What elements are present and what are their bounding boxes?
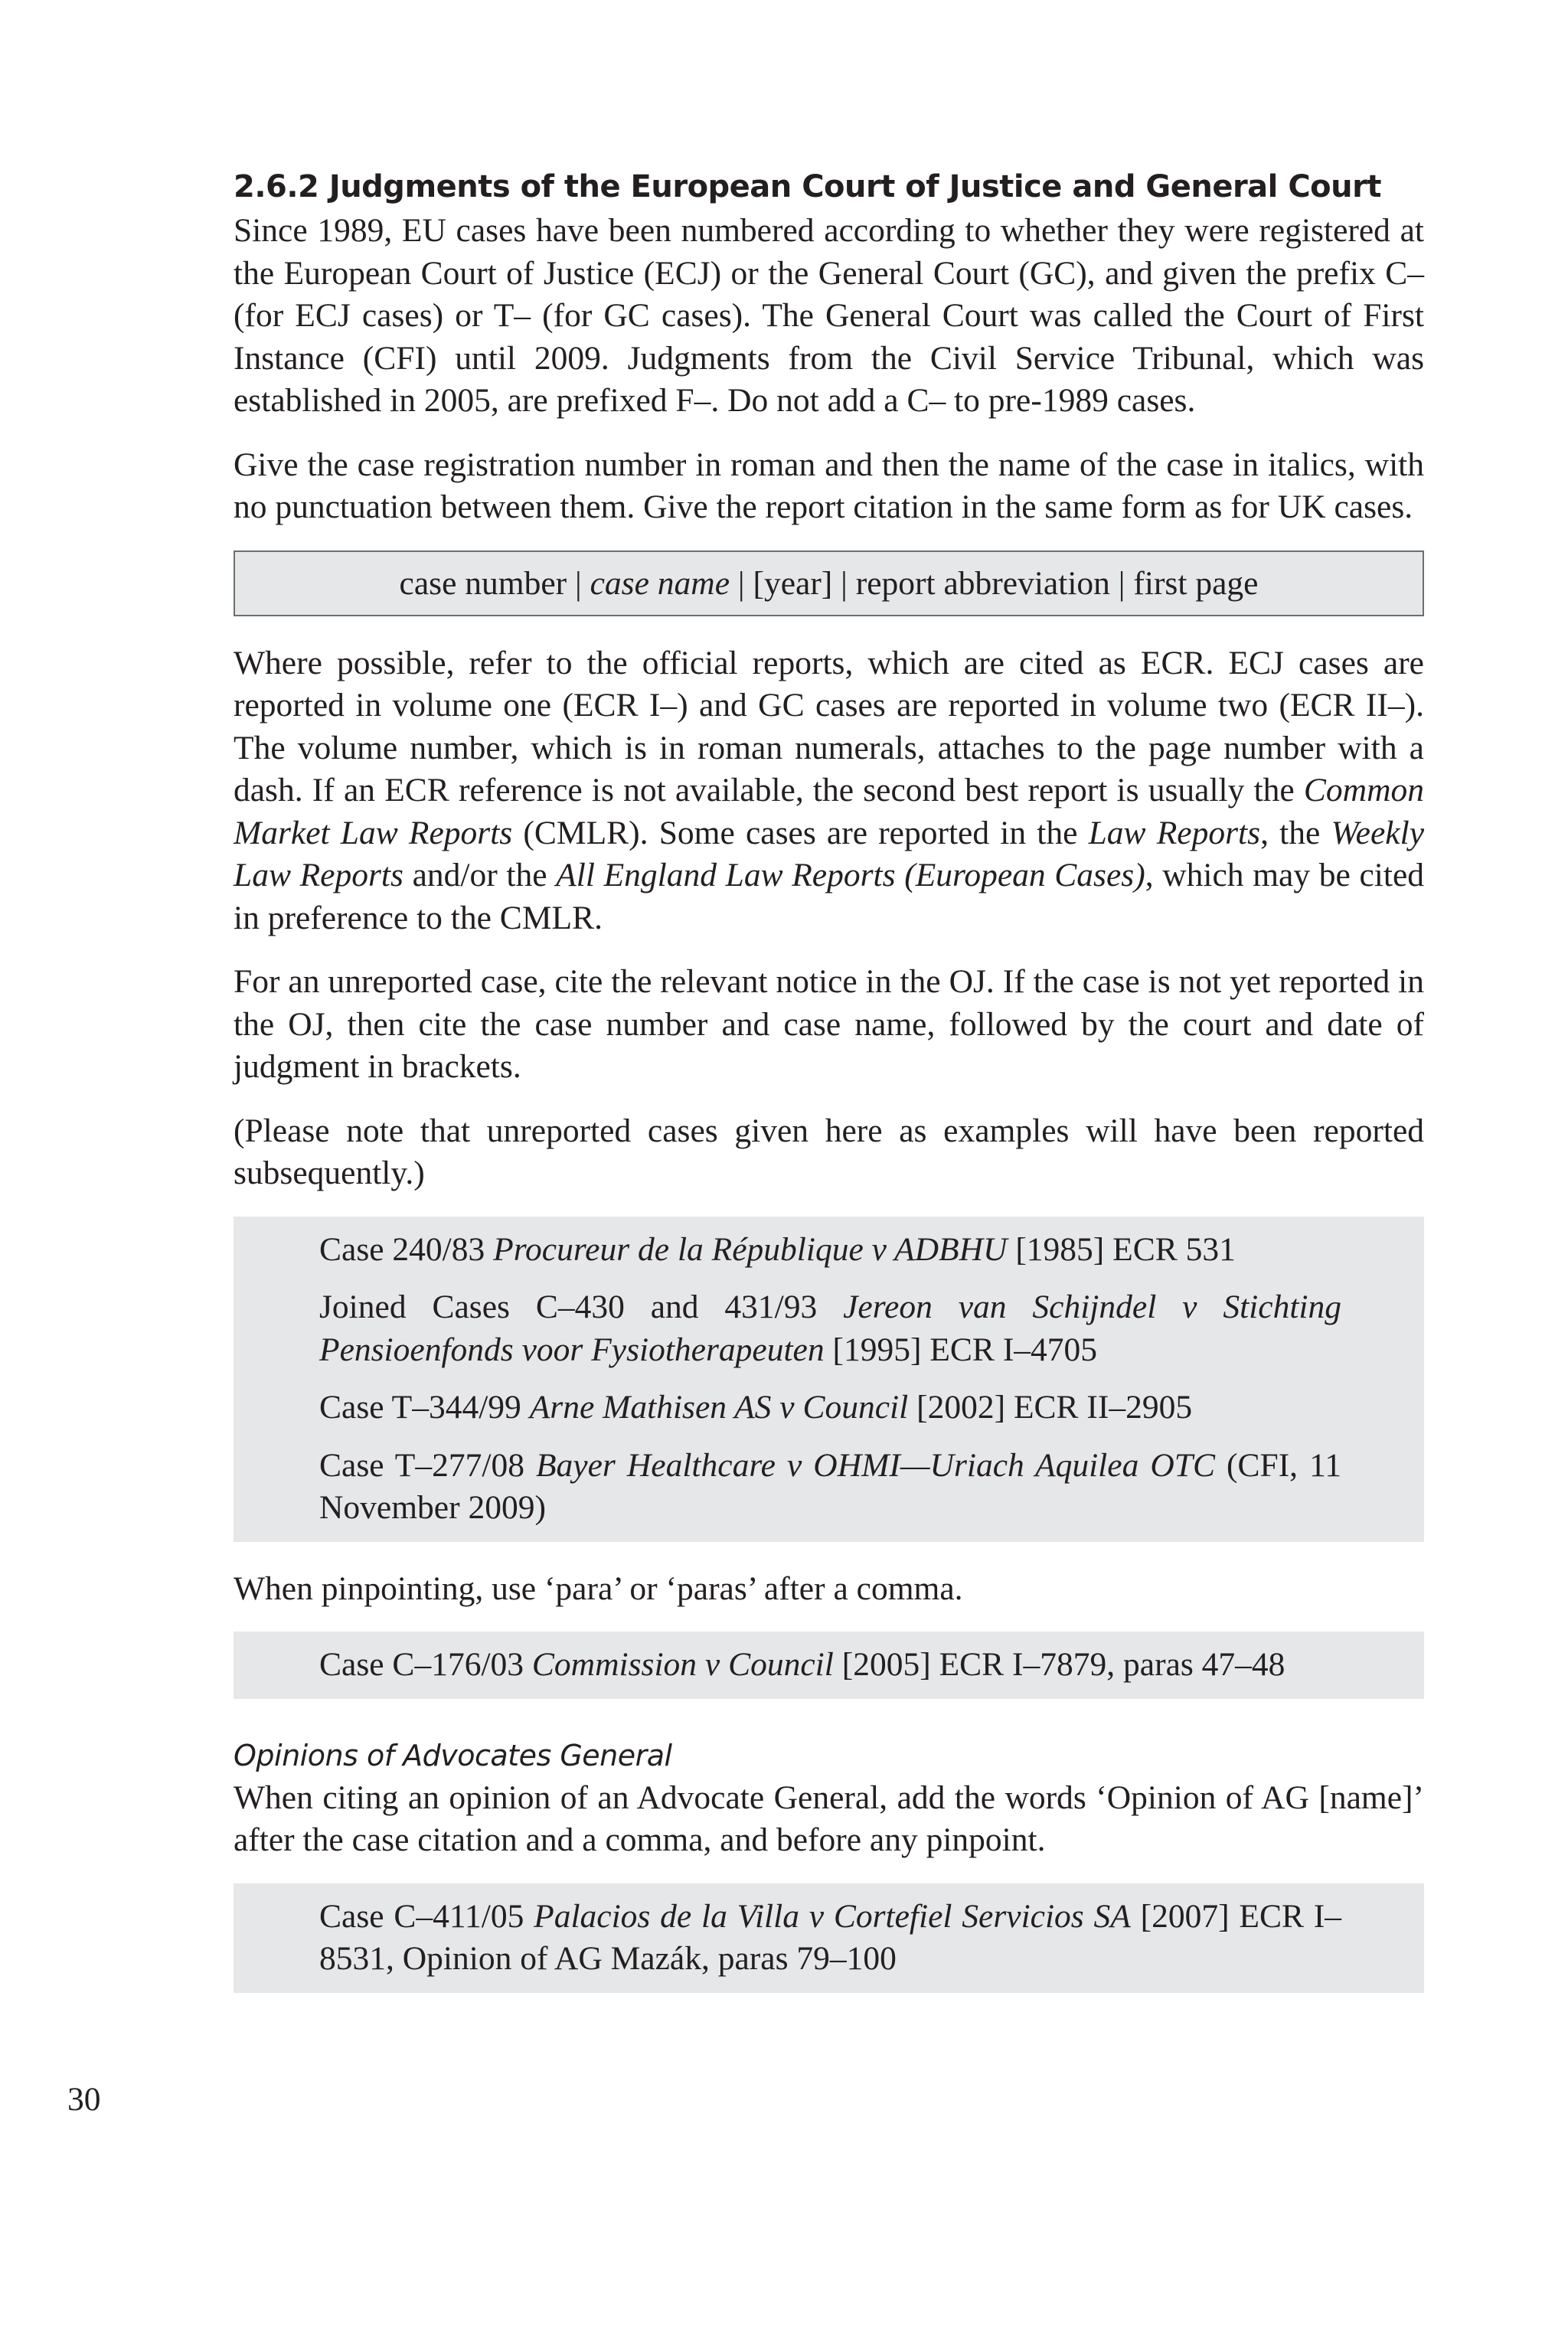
paragraph-case-numbering: Since 1989, EU cases have been numbered according to whether they were registered at the European Court of Justice (ECJ) or the General Court (GC), and given the prefix C– (for ECJ cases) or T– (for GC cases). The General Court was called the Court of First Instance (CFI) until 2009. Judgments from the Civil Service Tribunal, which was established in 2005, are prefixed F–. Do not add a C– to pre-1989 cases.	[234, 212, 1424, 419]
paragraph-unreported-case: For an unreported case, cite the relevant notice in the OJ. If the case is not yet reported in the OJ, then cite the case number and case name, followed by the court and date of judgment in brackets.	[234, 963, 1424, 1085]
case-name: Palacios de la Villa v Cortefiel Servicios SA	[534, 1897, 1131, 1935]
subheading-opinions: Opinions of Advocates General	[234, 1738, 672, 1772]
examples-box	[234, 1217, 1424, 1542]
example-citation	[319, 1644, 1341, 1687]
text-run: , the	[1260, 814, 1331, 851]
case-name: Bayer Healthcare v OHMI—Uriach Aquilea OTC	[535, 1446, 1215, 1484]
case-number: Case C–176/03	[319, 1646, 532, 1683]
italic-run: Weekly Law Reports	[234, 814, 1424, 893]
template-text: | [year] | report abbreviation | first page	[730, 564, 1259, 602]
example-citation	[319, 1286, 1341, 1371]
page-content	[234, 164, 1424, 2019]
template-italic-text: case name	[590, 564, 730, 602]
text-run: , which may be cited in preference to the CMLR.	[234, 857, 1424, 936]
section-heading: 2.6.2 Judgments of the European Court of Justice and General Court	[234, 169, 1381, 204]
text-run: and/or the	[403, 857, 557, 893]
italic-run: All England Law Reports (European Cases)	[556, 857, 1145, 893]
case-number: Case T–344/99	[319, 1389, 530, 1426]
example-citation	[319, 1229, 1341, 1272]
paragraph-registration-number: Give the case registration number in roman and then the name of the case in italics, with no punctuation between them. Give the report citation in the same form as for UK cases.	[234, 446, 1424, 525]
paragraph-advocate-general: When citing an opinion of an Advocate General, add the words ‘Opinion of AG [name]’ after the case citation and a comma, and before any pinpoint.	[234, 1779, 1424, 1858]
paragraph-official-reports	[234, 642, 1424, 940]
text-run: Where possible, refer to the official reports, which are cited as ECR. ECJ cases are reported in volume one (ECR I–) and GC cases are reported in volume two (ECR II–). The volume number, which is in roman numerals, attaches to the page number with a dash. If an ECR reference is not available, the second best report is usually the	[234, 644, 1424, 808]
citation-template-box	[234, 550, 1424, 616]
case-number: Case T–277/08	[319, 1446, 536, 1484]
italic-run: Law Reports	[1088, 814, 1261, 851]
case-number: Joined Cases C–430 and 431/93	[319, 1289, 844, 1325]
case-number: Case C–411/05	[319, 1897, 534, 1935]
case-name: Jereon van Schijndel v Stichting Pensioenfonds voor Fysiotherapeuten	[319, 1289, 1341, 1368]
italic-run: Common Market Law Reports	[234, 772, 1424, 851]
case-name: Commission v Council	[531, 1646, 834, 1683]
paragraph-pinpointing: When pinpointing, use ‘para’ or ‘paras’ after a comma.	[234, 1570, 963, 1607]
page-number: 30	[67, 2081, 101, 2118]
case-name: Arne Mathisen AS v Council	[529, 1389, 909, 1426]
pinpoint-example-box	[234, 1632, 1424, 1699]
report-citation: [1985] ECR 531	[1007, 1230, 1236, 1268]
example-citation	[319, 1445, 1341, 1530]
paragraph-note: (Please note that unreported cases given here as examples will have been reported subsequently.)	[234, 1112, 1424, 1191]
report-citation: [2007] ECR I–8531, Opinion of AG Mazák, paras 79–100	[319, 1897, 1342, 1977]
template-text: case number |	[399, 564, 590, 602]
report-citation: [1995] ECR I–4705	[824, 1331, 1098, 1368]
report-citation: (CFI, 11 November 2009)	[319, 1446, 1341, 1526]
case-number: Case 240/83	[319, 1230, 494, 1268]
example-citation	[319, 1387, 1341, 1429]
text-run: (CMLR). Some cases are reported in the	[512, 814, 1089, 851]
report-citation: [2002] ECR II–2905	[908, 1389, 1193, 1426]
case-name: Procureur de la République v ADBHU	[493, 1230, 1008, 1268]
opinion-example-box	[234, 1883, 1424, 1993]
report-citation: [2005] ECR I–7879, paras 47–48	[833, 1646, 1285, 1683]
example-citation	[319, 1896, 1341, 1981]
